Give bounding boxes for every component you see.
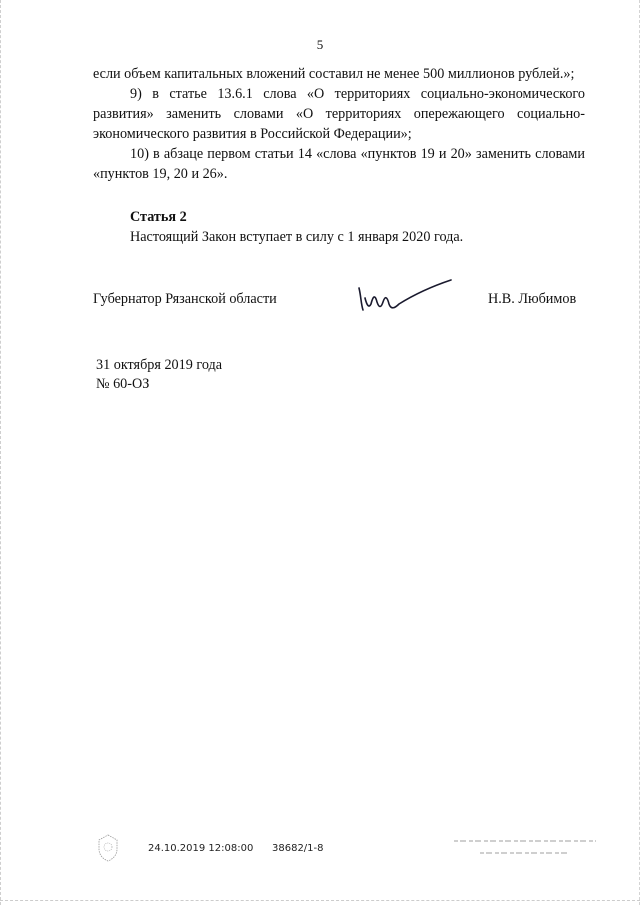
article-2 xyxy=(130,207,590,247)
footer-timestamp: 24.10.2019 12:08:00 xyxy=(148,843,254,854)
footer-registration-number: 38682/1-8 xyxy=(272,843,324,854)
scan-left-edge xyxy=(0,0,4,905)
signatory-position: Губернатор Рязанской области xyxy=(93,291,277,307)
law-amendments-text xyxy=(93,64,585,184)
article-title: Статья 2 xyxy=(130,209,187,225)
scan-bottom-edge xyxy=(0,900,640,902)
signatory-name: Н.В. Любимов xyxy=(488,291,577,307)
paragraph-item-9: 9) в статье 13.6.1 слова «О территориях социально-экономического развития» заменить словами «О территориях опережающего социально-экономического развития в Российской Федерации»; xyxy=(93,86,585,142)
document-date: 31 октября 2019 года xyxy=(96,357,223,373)
paragraph-item-10: 10) в абзаце первом статьи 14 «слова «пунктов 19 и 20» заменить словами «пунктов 19, 20 и 26». xyxy=(93,146,585,182)
paragraph-continuation: если объем капитальных вложений составил не менее 500 миллионов рублей.»; xyxy=(93,66,575,82)
article-text: Настоящий Закон вступает в силу с 1 января 2020 года. xyxy=(130,229,464,245)
faded-stamp-watermark xyxy=(450,835,600,859)
scan-right-edge xyxy=(636,0,640,905)
coat-of-arms-icon xyxy=(95,833,121,863)
handwritten-signature xyxy=(355,278,455,318)
document-number: № 60-ОЗ xyxy=(96,376,150,392)
document-date-block xyxy=(96,356,222,394)
page-number: 5 xyxy=(316,37,324,52)
